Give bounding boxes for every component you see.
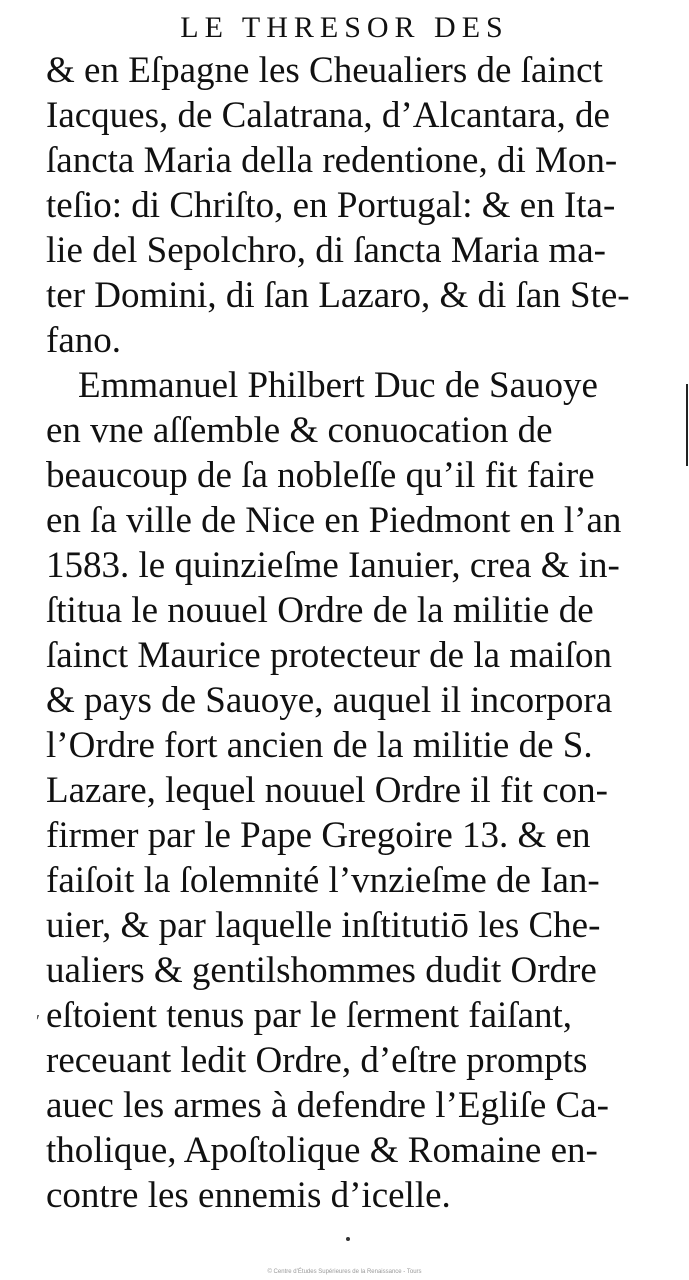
text-line: & pays de Sauoye, auquel il incorpora	[46, 680, 613, 721]
ink-dot	[346, 1237, 350, 1241]
footer-credit: © Centre d’Études Supérieures de la Renaissance - Tours	[267, 1269, 422, 1275]
text-line: lie del Sepolchro, di ſancta Maria ma-	[46, 230, 606, 271]
text-line: Iacques, de Calatrana, d’Alcantara, de	[46, 95, 610, 136]
text-line: ſancta Maria della redentione, di Mon-	[46, 140, 618, 181]
text-line: uier, & par laquelle inſtitutiō les Che-	[46, 905, 601, 946]
text-line: ſtitua le nouuel Ordre de la militie de	[46, 590, 594, 631]
margin-rule	[686, 384, 688, 466]
text-line: 1583. le quinzieſme Ianuier, crea & in-	[46, 545, 620, 586]
text-line: fano.	[46, 320, 121, 361]
body-text	[46, 48, 682, 1218]
text-line: tholique, Apoſtolique & Romaine en-	[46, 1130, 598, 1171]
paragraph-first-line: Emmanuel Philbert Duc de Sauoye	[78, 365, 598, 406]
text-line: contre les ennemis d’icelle.	[46, 1175, 451, 1216]
text-line: en ſa ville de Nice en Piedmont en l’an	[46, 500, 622, 541]
text-line: eſtoient tenus par le ſerment faiſant,	[46, 995, 573, 1036]
text-line: ſainct Maurice protecteur de la maiſon	[46, 635, 613, 676]
text-line: en vne aſſemble & conuocation de	[46, 410, 553, 451]
text-line: ter Domini, di ſan Lazaro, & di ſan Ste-	[46, 275, 630, 316]
text-line: auec les armes à defendre l’Egliſe Ca-	[46, 1085, 609, 1126]
stray-ink-mark: ′	[36, 1011, 40, 1031]
text-line: beaucoup de ſa nobleſſe qu’il fit faire	[46, 455, 595, 496]
text-line: faiſoit la ſolemnité l’vnzieſme de Ian-	[46, 860, 600, 901]
text-line: teſio: di Chriſto, en Portugal: & en Ita-	[46, 185, 616, 226]
text-line: Lazare, lequel nouuel Ordre il fit con-	[46, 770, 608, 811]
text-line: firmer par le Pape Gregoire 13. & en	[46, 815, 591, 856]
text-line: l’Ordre fort ancien de la militie de S.	[46, 725, 593, 766]
running-head: LE THRESOR DES	[180, 11, 509, 44]
text-line: receuant ledit Ordre, d’eſtre prompts	[46, 1040, 588, 1081]
text-line: ualiers & gentilshommes dudit Ordre	[46, 950, 597, 991]
text-line: & en Eſpagne les Cheualiers de ſainct	[46, 50, 603, 91]
